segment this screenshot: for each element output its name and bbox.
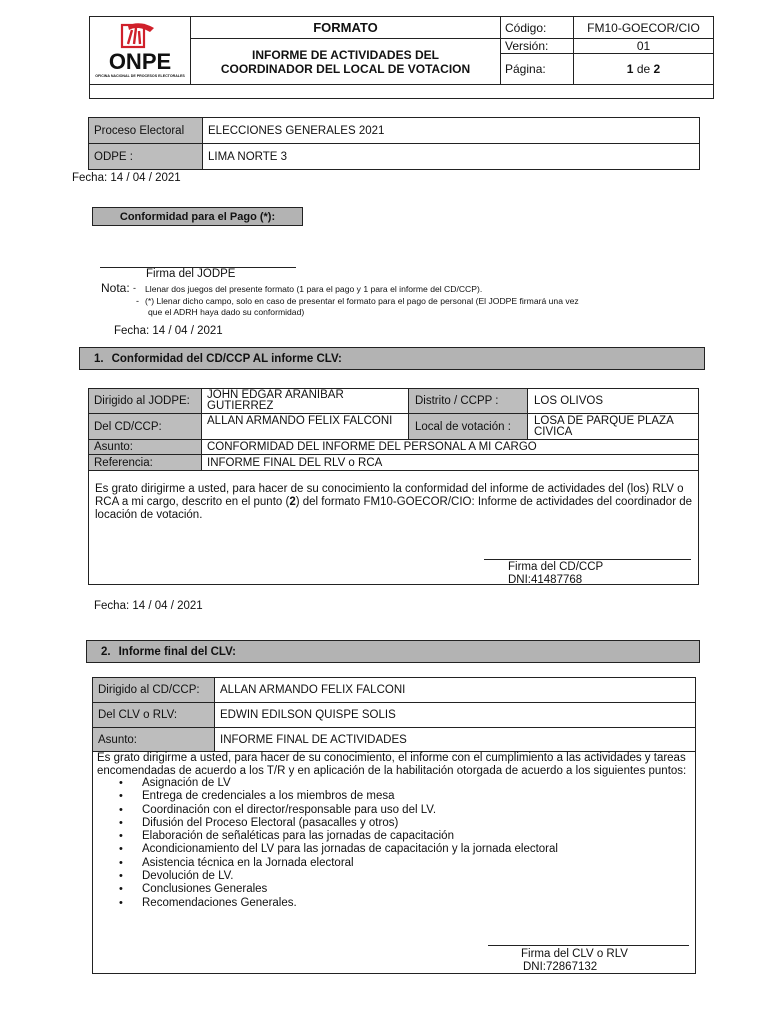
proceso-label: Proceso Electoral bbox=[89, 118, 203, 144]
document-header bbox=[89, 16, 714, 99]
page-total: 2 bbox=[653, 62, 661, 76]
title-line-2: COORDINADOR DEL LOCAL DE VOTACION bbox=[220, 61, 471, 76]
s1-referencia-value: INFORME FINAL DEL RLV o RCA bbox=[202, 455, 699, 471]
version-value: 01 bbox=[574, 39, 714, 54]
list-item: • Difusión del Proceso Electoral (pasacalles y otros) bbox=[97, 817, 691, 830]
page-number: 1 bbox=[626, 62, 634, 76]
s1-dni: DNI:41487768 bbox=[508, 574, 583, 586]
fecha-1: Fecha: 14 / 04 / 2021 bbox=[72, 172, 181, 184]
odpe-label: ODPE : bbox=[89, 144, 203, 170]
firma-jodpe-label: Firma del JODPE bbox=[146, 268, 236, 280]
process-table bbox=[88, 117, 700, 170]
title-line-1: INFORME DE ACTIVIDADES DEL bbox=[252, 47, 439, 62]
list-item: • Entrega de credenciales a los miembros de mesa bbox=[97, 790, 691, 803]
list-item: • Recomendaciones Generales. bbox=[97, 897, 691, 910]
logo-subtext: OFICINA NACIONAL DE PROCESOS ELECTORALES bbox=[95, 73, 185, 78]
s1-local-label: Local de votación : bbox=[409, 414, 528, 440]
s2-dirigido-label: Dirigido al CD/CCP: bbox=[93, 678, 215, 703]
page-de: de bbox=[636, 62, 651, 76]
s1-asunto-label: Asunto: bbox=[89, 440, 202, 455]
s1-referencia-label: Referencia: bbox=[89, 455, 202, 471]
nota-2-line-2: que el ADRH haya dado su conformidad) bbox=[148, 307, 305, 317]
document-title bbox=[191, 39, 501, 85]
s2-dni: DNI:72867132 bbox=[523, 961, 598, 973]
nota-dash-1: - bbox=[133, 283, 136, 293]
proceso-value: ELECCIONES GENERALES 2021 bbox=[203, 118, 700, 144]
formato-label: FORMATO bbox=[191, 17, 501, 39]
s1-del-label: Del CD/CCP: bbox=[89, 414, 202, 440]
odpe-value: LIMA NORTE 3 bbox=[203, 144, 700, 170]
s1-local-value: LOSA DE PARQUE PLAZA CIVICA bbox=[528, 414, 699, 440]
s1-dirigido-label: Dirigido al JODPE: bbox=[89, 389, 202, 414]
ballot-box-icon bbox=[120, 22, 160, 50]
s1-body-post: ) del formato FM10-GOECOR/CIO: Informe de actividades del coordinador de locación de votación. bbox=[95, 496, 693, 521]
section-1-table bbox=[88, 388, 699, 585]
list-item: • Elaboración de señaléticas para las jornadas de capacitación bbox=[97, 830, 691, 843]
nota-1: Llenar dos juegos del presente formato (1 para el pago y 1 para el informe del CD/CCP). bbox=[145, 284, 483, 294]
section-2-number: 2. bbox=[101, 645, 111, 658]
header-spacer-row bbox=[90, 85, 714, 99]
s1-body-text bbox=[95, 483, 692, 522]
s1-body-cell bbox=[89, 471, 699, 585]
section-2-title: Informe final del CLV: bbox=[118, 645, 236, 658]
s2-asunto-value: INFORME FINAL DE ACTIVIDADES bbox=[215, 728, 696, 752]
s2-activity-list bbox=[97, 777, 691, 910]
list-item: • Asistencia técnica en la Jornada electoral bbox=[97, 857, 691, 870]
section-2-header bbox=[86, 640, 700, 663]
list-item: • Asignación de LV bbox=[97, 777, 691, 790]
section-1-title: Conformidad del CD/CCP AL informe CLV: bbox=[111, 352, 342, 365]
list-item: • Coordinación con el director/responsable para uso del LV. bbox=[97, 804, 691, 817]
nota-dash-2: - bbox=[136, 296, 139, 306]
s2-body-text: Es grato dirigirme a usted, para hacer de su conocimiento, el informe con el cumplimiento a las actividades y tareas encomendadas de acuerdo a los T/R y en aplicación de la habilitación otorgada de acuerdo a los siguientes puntos: bbox=[97, 752, 687, 777]
s1-dirigido-value: JOHN EDGAR ARANIBAR GUTIERREZ bbox=[202, 389, 409, 414]
s2-del-value: EDWIN EDILSON QUISPE SOLIS bbox=[215, 703, 696, 728]
s2-firma-label: Firma del CLV o RLV bbox=[521, 948, 628, 960]
logo-text: ONPE bbox=[108, 48, 172, 74]
s1-distrito-value: LOS OLIVOS bbox=[528, 389, 699, 414]
fecha-3: Fecha: 14 / 04 / 2021 bbox=[94, 600, 203, 612]
s1-firma-line bbox=[484, 559, 691, 560]
codigo-label: Código: bbox=[501, 17, 574, 39]
fecha-2: Fecha: 14 / 04 / 2021 bbox=[114, 325, 223, 337]
section-1-number: 1. bbox=[94, 352, 104, 365]
s2-body-cell bbox=[93, 752, 696, 974]
nota-label: Nota: bbox=[101, 281, 130, 295]
s1-firma-label: Firma del CD/CCP bbox=[508, 561, 604, 573]
s2-firma-line bbox=[488, 945, 689, 946]
list-item: • Devolución de LV. bbox=[97, 870, 691, 883]
s1-body-pre: Es grato dirigirme a usted, para hacer de su conocimiento la conformidad del informe de actividades del (los) RLV o RCA a mi cargo, descrito en el punto ( bbox=[95, 483, 684, 508]
s1-del-value: ALLAN ARMANDO FELIX FALCONI bbox=[202, 414, 409, 440]
s1-asunto-value: CONFORMIDAD DEL INFORME DEL PERSONAL A MI CARGO bbox=[202, 440, 699, 455]
logo-cell bbox=[90, 17, 191, 85]
section-2-table bbox=[92, 677, 696, 974]
s1-distrito-label: Distrito / CCPP : bbox=[409, 389, 528, 414]
nota-2-line-1: (*) Llenar dicho campo, solo en caso de presentar el formato para el pago de personal (El JODPE firmará una vez bbox=[145, 296, 579, 306]
list-item: • Acondicionamiento del LV para las jornadas de capacitación y la jornada electoral bbox=[97, 843, 691, 856]
s2-asunto-label: Asunto: bbox=[93, 728, 215, 752]
s1-body-bold: 2 bbox=[289, 496, 296, 508]
list-item: • Conclusiones Generales bbox=[97, 883, 691, 896]
codigo-value: FM10-GOECOR/CIO bbox=[574, 17, 714, 39]
section-1-header bbox=[79, 347, 705, 370]
conformidad-pago-label: Conformidad para el Pago (*): bbox=[92, 207, 303, 226]
onpe-logo bbox=[94, 20, 186, 82]
pagina-value bbox=[574, 54, 714, 85]
s2-dirigido-value: ALLAN ARMANDO FELIX FALCONI bbox=[215, 678, 696, 703]
pagina-label: Página: bbox=[501, 54, 574, 85]
version-label: Versión: bbox=[501, 39, 574, 54]
s2-del-label: Del CLV o RLV: bbox=[93, 703, 215, 728]
